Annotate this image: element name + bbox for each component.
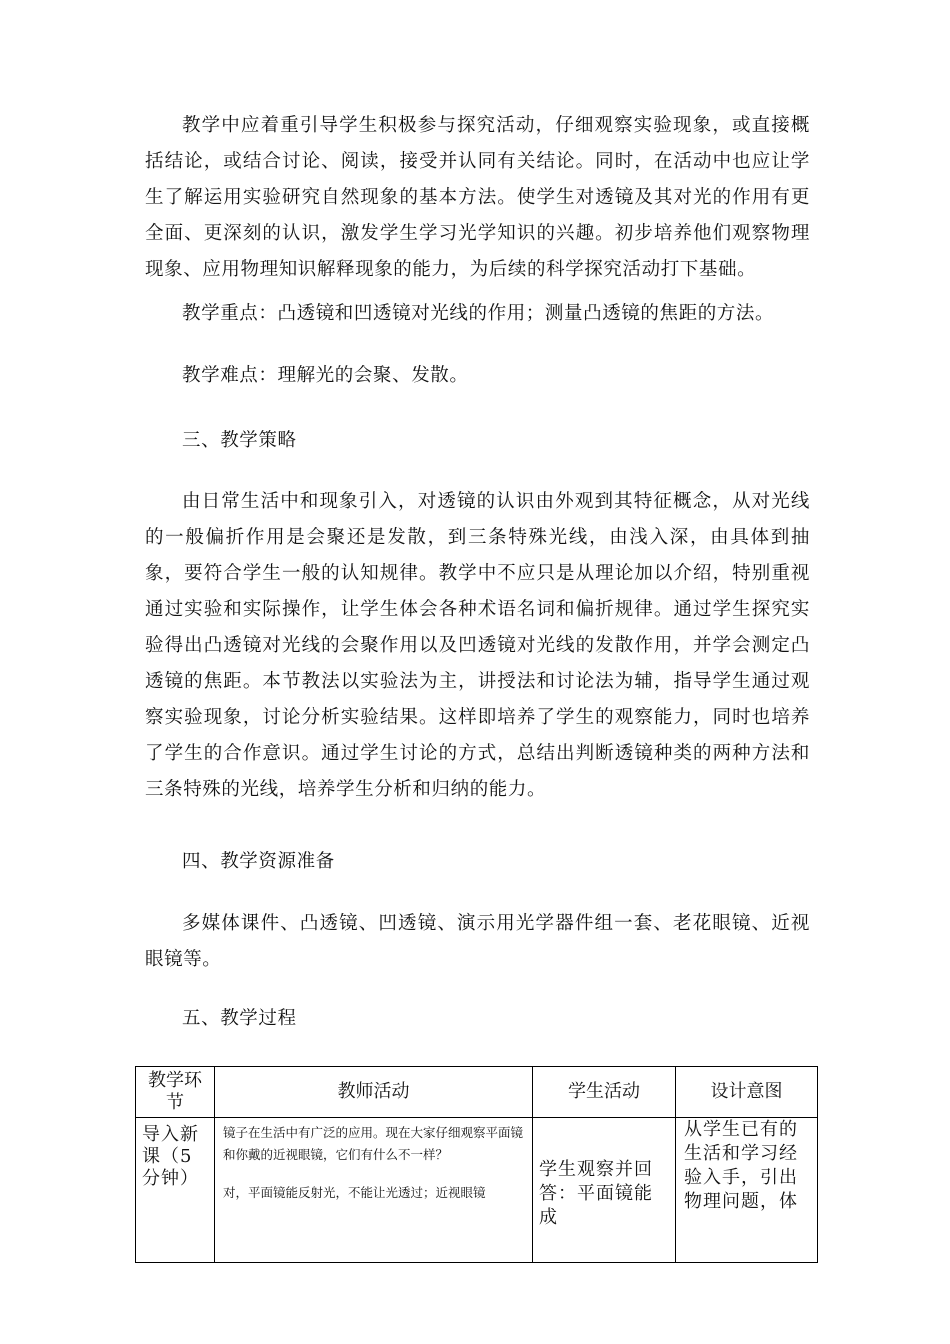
teacher-activity-text: 镜子在生活中有广泛的应用。现在大家仔细观察平面镜和你戴的近视眼镜，它们有什么不一样？ (223, 1125, 524, 1162)
header-teacher-activity: 教师活动 (215, 1067, 533, 1118)
student-activity-cell: 学生观察并回答：平面镜能成 (533, 1118, 676, 1263)
intro-paragraph: 教学中应着重引导学生积极参与探究活动，仔细观察实验现象，或直接概括结论，或结合讨论、阅读，接受并认同有关结论。同时，在活动中也应让学生了解运用实验研究自然现象的基本方法。使学生对透镜及其对光的作用有更全面、更深刻的认识，激发学生学习光学知识的兴趣。初步培养他们观察物理现象、应用物理知识解释现象的能力，为后续的科学探究活动打下基础。 (145, 115, 810, 280)
difficulty-paragraph: 教学难点：理解光的会聚、发散。 (182, 365, 469, 386)
teacher-activity-text: 对，平面镜能反射光，不能让光透过；近视眼镜 (223, 1185, 486, 1200)
strategy-paragraph: 由日常生活中和现象引入，对透镜的认识由外观到其特征概念，从对光线的一般偏折作用是会聚还是发散，到三条特殊光线，由浅入深，由具体到抽象，要符合学生一般的认知规律。教学中不应只是从理论加以介绍，特别重视通过实验和实际操作，让学生体会各种术语名词和偏折规律。通过学生探究实验得出凸透镜对光线的会聚作用以及凹透镜对光线的发散作用，并学会测定凸透镜的焦距。本节教法以实验法为主，讲授法和讨论法为辅，指导学生通过观察实验现象，讨论分析实验结果。这样即培养了学生的观察能力，同时也培养了学生的合作意识。通过学生讨论的方式，总结出判断透镜种类的两种方法和三条特殊的光线，培养学生分析和归纳的能力。 (145, 491, 810, 800)
design-intent-cell: 从学生已有的生活和学习经验入手，引出物理问题，体 (676, 1118, 818, 1263)
resources-heading: 四、教学资源准备 (182, 851, 335, 872)
header-design-intent: 设计意图 (676, 1067, 818, 1118)
teacher-activity-cell (215, 1118, 533, 1263)
key-points-paragraph: 教学重点：凸透镜和凹透镜对光线的作用；测量凸透镜的焦距的方法。 (182, 303, 775, 324)
strategy-heading: 三、教学策略 (182, 430, 297, 451)
lesson-process-table (135, 1066, 818, 1263)
header-student-activity: 学生活动 (533, 1067, 676, 1118)
resources-paragraph: 多媒体课件、凸透镜、凹透镜、演示用光学器件组一套、老花眼镜、近视眼镜等。 (145, 913, 810, 970)
table-row (136, 1118, 818, 1263)
header-stage: 教学环节 (136, 1067, 215, 1118)
stage-cell: 导入新课（5分钟） (136, 1118, 215, 1263)
table-header-row (136, 1067, 818, 1118)
process-heading: 五、教学过程 (182, 1008, 297, 1029)
